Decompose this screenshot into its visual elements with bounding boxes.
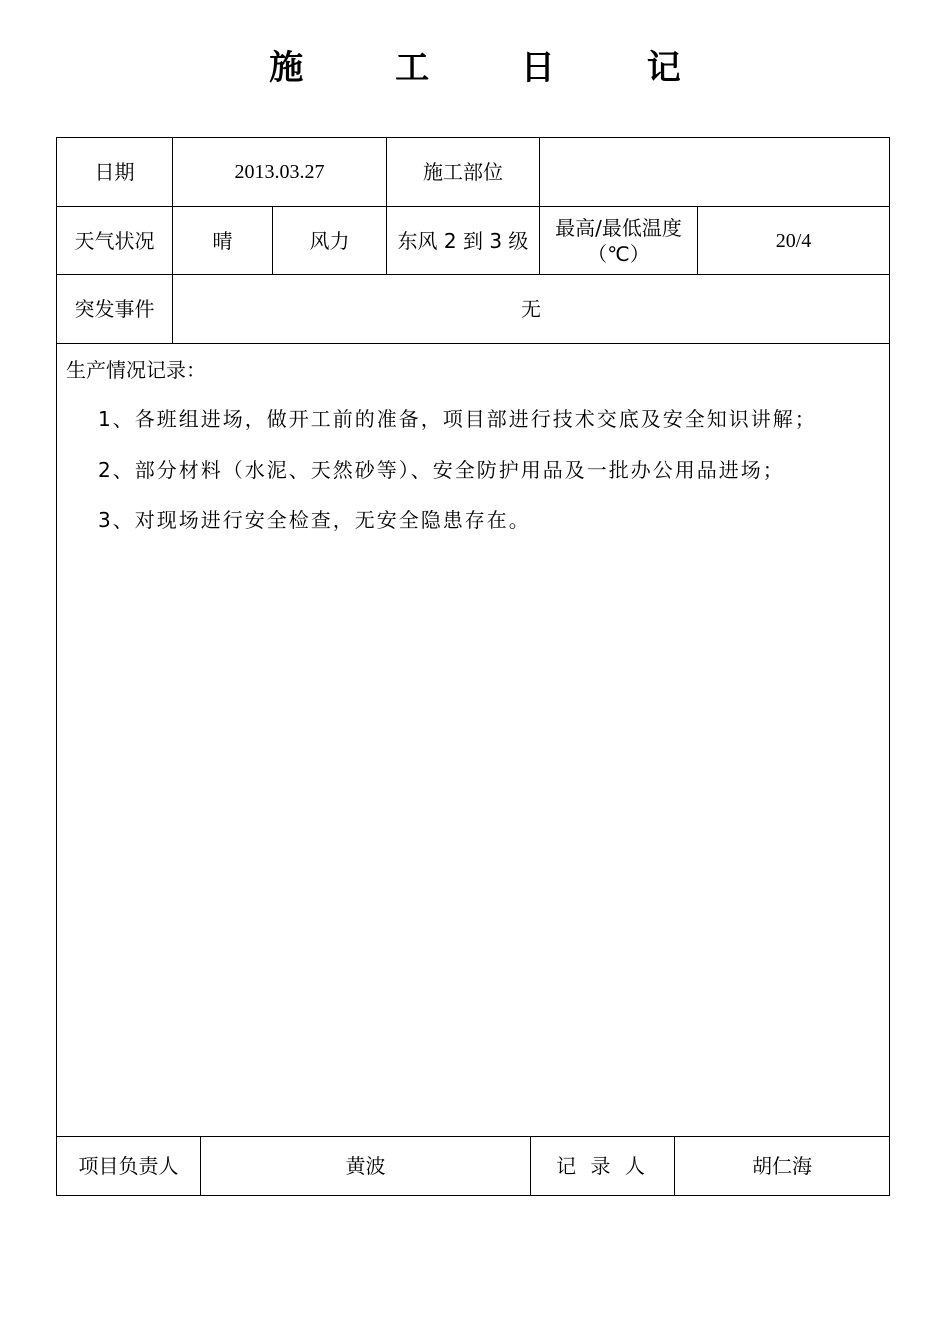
production-record-item: 2、部分材料（水泥、天然砂等）、安全防护用品及一批办公用品进场；	[98, 458, 785, 482]
location-label: 施工部位	[423, 160, 503, 184]
wind-value: 东风 2 到 3 级	[397, 228, 529, 253]
wind-label: 风力	[309, 228, 350, 253]
project-manager-value: 黄波	[345, 1154, 386, 1178]
temperature-label-line1: 最高/最低温度	[555, 215, 682, 240]
temperature-label-line2: （℃）	[587, 241, 650, 266]
page-title: 施 工 日 记	[269, 48, 721, 88]
production-record-item: 3、对现场进行安全检查，无安全隐患存在。	[98, 508, 531, 532]
row-divider	[56, 343, 890, 344]
incident-label: 突发事件	[74, 297, 155, 321]
date-label: 日期	[94, 160, 135, 184]
location-value	[540, 138, 889, 206]
production-record-label: 生产情况记录：	[66, 358, 206, 382]
temperature-value: 20/4	[775, 229, 812, 252]
weather-label: 天气状况	[74, 228, 155, 253]
recorder-label: 记 录 人	[556, 1154, 649, 1178]
weather-value: 晴	[212, 228, 233, 253]
recorder-value: 胡仁海	[752, 1154, 812, 1178]
incident-value: 无	[521, 297, 541, 321]
temperature-label	[540, 207, 697, 274]
production-record-item: 1、各班组进场，做开工前的准备，项目部进行技术交底及安全知识讲解；	[98, 407, 817, 431]
project-manager-label: 项目负责人	[78, 1154, 179, 1178]
date-value: 2013.03.27	[234, 161, 325, 183]
